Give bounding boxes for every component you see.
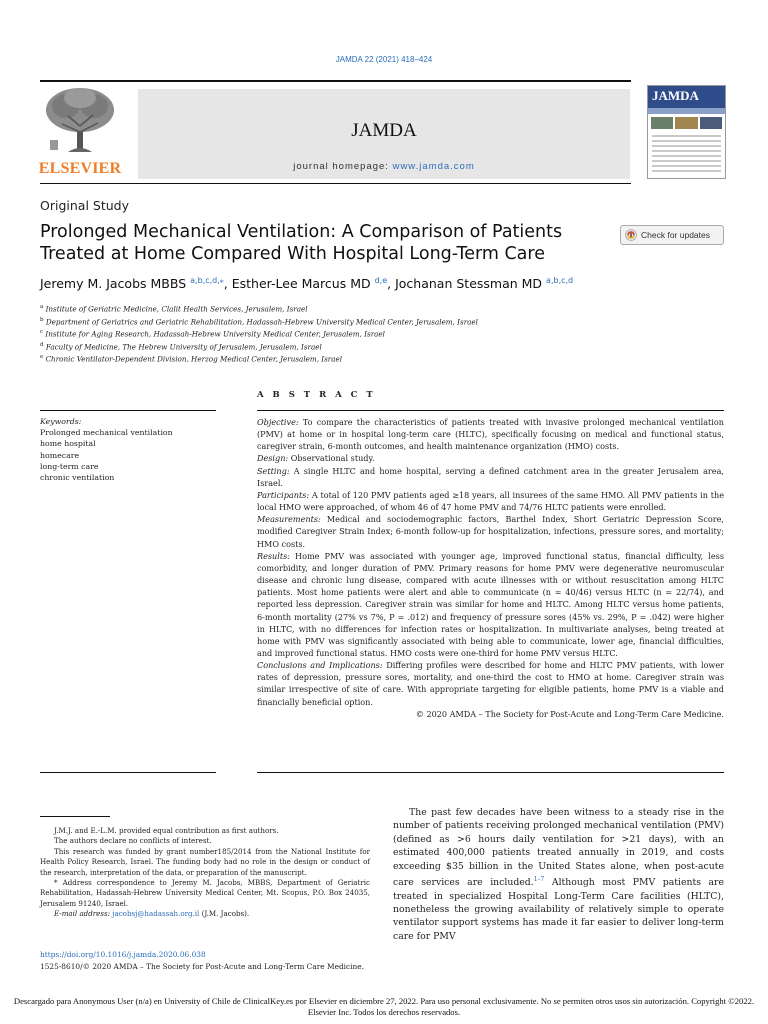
check-updates-icon xyxy=(625,229,637,241)
affiliation-item: $^b$ Department of Geriatrics and Geriatric Rehabilitation, Hadassah-Hebrew University Medical Center, Jerusalem, Israel xyxy=(40,316,478,326)
abstract-participants: Participants: A total of 120 PMV patients aged ≥18 years, all insurees of the same HMO. All PMV patients in the local HMO were approached, of whom 46 of 47 home PMV and 74/76 HLTC patients were enrolled. xyxy=(257,489,724,513)
issn-line: 1525-8610/© 2020 AMDA – The Society for Post-Acute and Long-Term Care Medicine. xyxy=(40,962,365,971)
email-link[interactable]: jacobsj@hadassah.org.il xyxy=(112,909,200,919)
keywords-rule-top xyxy=(40,410,216,411)
homepage-label: journal homepage: xyxy=(293,161,393,172)
elsevier-logo xyxy=(38,86,122,178)
journal-citation[interactable]: JAMDA 22 (2021) 418–424 xyxy=(335,55,433,64)
affiliation-item: $^c$ Institute for Aging Research, Hadassah-Hebrew University Medical Center, Jerusalem, Israel xyxy=(40,329,385,339)
abstract-results: Results: Home PMV was associated with younger age, improved functional status, financial difficulty, less comorbidity, and longer duration of PMV. Primary reasons for home PMV were degenerative neuromuscular disease and chronic lung disease, compared with acute illnesses with or without resuscitation among HLTC patients. Most home patients were alert and able to communicate (n = 40/46) versus HLTC (n = 22/74), and reported less depression. Caregiver strain was similar for home and HLTC. Among HLTC versus home patients, 6-month mortality (27% vs 7%, P = .012) and frequency of pressure sores (45% vs. 29%, P = .042) were higher in HLTC, with no differences for infection rates or hospitalization. In multivariate analyses, being treated at home with PMV was significantly associated with being able to communicate, lower age, financial difficulties, and improved functional status. HMO costs were one-third for home PMV versus HLTC. xyxy=(257,550,724,658)
author-affiliation-marks[interactable]: a,b,c,d xyxy=(546,276,574,285)
author-name: Jochanan Stessman MD xyxy=(395,276,543,292)
abstract-design: Design: Observational study. xyxy=(257,453,375,464)
abstract-measurements: Measurements: Medical and sociodemographic factors, Barthel Index, Short Geriatric Depression Score, modified Caregiver Strain Index; 6-month follow-up for hospitalization, infections, pressure sores, and mortality; HMO costs. xyxy=(257,514,724,549)
cover-title: JAMDA xyxy=(648,86,725,108)
keywords-block xyxy=(40,416,216,483)
abstract-setting: Setting: A single HLTC and home hospital, serving a defined catchment area in the greater Jerusalem area, Israel. xyxy=(257,465,724,488)
footnote-item: * Address correspondence to Jeremy M. Jacobs, MBBS, Department of Geriatric Rehabilitation, Hadassah-Hebrew University Medical Center, Mt. Scopus, P.O. Box 24035, Jerusalem 91240, Israel. xyxy=(40,878,370,908)
author-affiliation-marks[interactable]: a,b,c,d,⁎ xyxy=(190,276,224,285)
abstract-copyright: © 2020 AMDA – The Society for Post-Acute and Long-Term Care Medicine. xyxy=(415,708,724,719)
footnote-item: The authors declare no conflicts of interest. xyxy=(54,836,212,846)
abstract-rule-top xyxy=(257,410,724,411)
homepage-link[interactable]: www.jamda.com xyxy=(392,161,475,172)
footnotes xyxy=(40,826,370,920)
keyword-item: long-term care xyxy=(40,461,99,471)
author-list: Jeremy M. Jacobs MBBS $^{a,b,c,d,⁎}$, Esther-Lee Marcus MD $^{d,e}$, Jochanan Stessman MD $^{a,b,c,d}$ xyxy=(40,276,574,292)
article-title: Prolonged Mechanical Ventilation: A Comparison of Patients Treated at Home Compared With Hospital Long-Term Care xyxy=(40,222,563,264)
affiliation-item: $^e$ Chronic Ventilator-Dependent Division, Herzog Medical Center, Jerusalem, Israel xyxy=(40,354,343,364)
footnote-email: E-mail address: jacobsj@hadassah.org.il (J.M. Jacobs). xyxy=(54,909,250,919)
check-for-updates-button[interactable] xyxy=(620,225,724,245)
article-section: Original Study xyxy=(40,198,129,213)
footnote-item: J.M.J. and E.-L.M. provided equal contribution as first authors. xyxy=(54,826,279,835)
journal-name: JAMDA xyxy=(351,120,417,141)
download-notice: Descargado para Anonymous User (n/a) en University of Chile de ClinicalKey.es por Elsevier en diciembre 27, 2022. Para uso personal exclusivamente. No se permiten otros usos sin autorización. Copyright ©2022. Elsevier Inc. Todos los derechos reservados. xyxy=(13,996,755,1017)
abstract-heading: A B S T R A C T xyxy=(257,390,376,400)
footnote-rule xyxy=(40,816,110,817)
abstract-rule-bottom xyxy=(257,772,724,773)
check-updates-label: Check for updates xyxy=(641,230,710,240)
author-name: Jeremy M. Jacobs MBBS xyxy=(40,276,187,292)
journal-banner xyxy=(138,89,630,179)
elsevier-tree-icon xyxy=(38,86,122,156)
abstract-objective: Objective: To compare the characteristics of patients treated with invasive prolonged mechanical ventilation (PMV) at home or in hospital long-term care (HLTC), specifically focusing on medical and functional status, caregiver strain, 6-month outcomes, and health maintenance organization (HMO) costs. xyxy=(257,417,724,452)
header-rule-bottom xyxy=(40,183,631,184)
keyword-item: Prolonged mechanical ventilation xyxy=(40,428,173,438)
header-rule-top xyxy=(40,80,631,82)
cover-images xyxy=(648,114,725,132)
abstract-conclusions: Conclusions and Implications: Differing profiles were described for home and HLTC PMV patients, with lower rates of depression, pressure sores, mortality, and one-third the cost to HMO at home. Caregiver strain was similar irrespective of site of care. With appropriate targeting for eligible patients, home PMV is a viable and financially beneficial option. xyxy=(257,660,724,707)
keywords-label: Keywords: xyxy=(40,417,82,426)
journal-cover-thumbnail[interactable] xyxy=(647,85,726,179)
author-name: Esther-Lee Marcus MD xyxy=(231,276,371,292)
introduction-paragraph: The past few decades have been witness to a steady rise in the number of patients receiving prolonged mechanical ventilation (PMV) (defined as >6 hours daily ventilation for >21 days), with an estimated 400,000 patients treated annually in 2019, and costs exceeding $35 billion in the United States alone, when post-acute care services are included.$^{1-7}$ Although most PMV patients are treated in specialized Hospital Long-Term Care facilities (HLTC), nonetheless the growing availability of relatively simple to operate ventilator support systems has made it far easier to deliver long-term care for PMV xyxy=(393,807,724,942)
keyword-item: chronic ventilation xyxy=(40,473,115,483)
affiliation-item: $^d$ Faculty of Medicine, The Hebrew University of Jerusalem, Jerusalem, Israel xyxy=(40,341,322,352)
abstract-body xyxy=(257,416,724,720)
footnote-item: This research was funded by grant number185/2014 from the National Institute for Health Policy Research, Israel. The funding body had no role in the design or conduct of the research, interpretation of the data, or preparation of the manuscript. xyxy=(40,846,370,877)
elsevier-wordmark: ELSEVIER xyxy=(38,160,122,177)
affiliation-item: $^a$ Institute of Geriatric Medicine, Clalit Health Services, Jerusalem, Israel xyxy=(40,304,308,314)
cover-text-lines xyxy=(648,135,725,172)
doi-link[interactable]: https://doi.org/10.1016/j.jamda.2020.06.038 xyxy=(40,950,206,959)
reference-link[interactable]: 1–7 xyxy=(533,876,545,884)
keywords-rule-bottom xyxy=(40,772,216,773)
keyword-item: homecare xyxy=(40,450,80,460)
journal-homepage xyxy=(138,161,630,172)
affiliation-list xyxy=(40,302,730,365)
keyword-item: home hospital xyxy=(40,439,96,449)
author-affiliation-marks[interactable]: d,e xyxy=(374,276,388,285)
